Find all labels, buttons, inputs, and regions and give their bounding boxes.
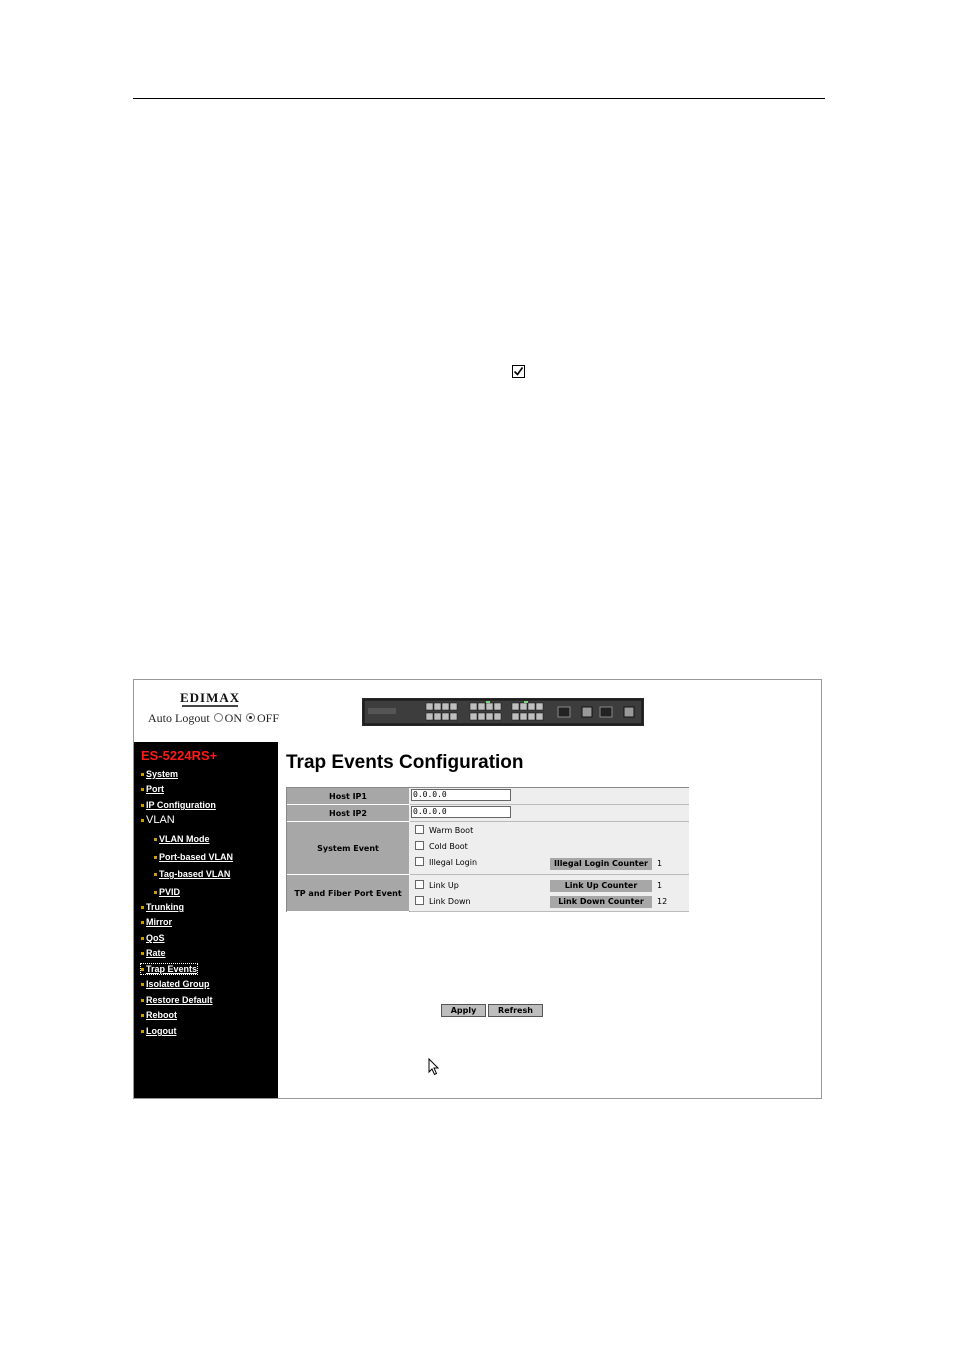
illegal-login-counter-value: 1 [657, 859, 663, 868]
port-event-label: TP and Fiber Port Event [287, 875, 409, 912]
sidebar-item-logout[interactable]: Logout [141, 1026, 177, 1036]
host-ip1-label: Host IP1 [287, 788, 409, 805]
main-content [278, 742, 822, 1099]
link-down-counter-label: Link Down Counter [550, 896, 652, 908]
host-ip2-label: Host IP2 [287, 805, 409, 822]
apply-button[interactable]: Apply [441, 1004, 486, 1017]
checkbox-checked-icon [512, 365, 525, 378]
link-up-checkbox[interactable]: Link Up [415, 880, 459, 890]
switch-front-panel-image [362, 698, 644, 726]
page-title: Trap Events Configuration [286, 752, 524, 773]
system-event-label: System Event [287, 822, 409, 875]
sidebar-item-isolated-group[interactable]: Isolated Group [141, 979, 210, 989]
sidebar-item-ip-configuration[interactable]: IP Configuration [141, 800, 216, 810]
sidebar-item-system[interactable]: System [141, 769, 178, 779]
cold-boot-checkbox[interactable]: Cold Boot [415, 841, 468, 851]
sidebar-item-vlan[interactable]: VLAN [141, 814, 175, 826]
sidebar-item-trunking[interactable]: Trunking [141, 902, 184, 912]
ui-screenshot [133, 679, 822, 1099]
link-up-counter-value: 1 [657, 881, 663, 890]
link-up-counter-label: Link Up Counter [550, 880, 652, 892]
page-header [134, 680, 822, 742]
sidebar-item-mirror[interactable]: Mirror [141, 917, 172, 927]
sidebar-item-port-based-vlan[interactable]: Port-based VLAN [154, 852, 233, 862]
refresh-button[interactable]: Refresh [488, 1004, 543, 1017]
sidebar-item-port[interactable]: Port [141, 784, 164, 794]
auto-logout-off-label: OFF [257, 711, 280, 725]
document-header-rule [133, 98, 825, 99]
sidebar-item-tag-based-vlan[interactable]: Tag-based VLAN [154, 869, 230, 879]
auto-logout-label: Auto Logout [148, 711, 210, 725]
product-name: ES-5224RS+ [141, 748, 218, 763]
illegal-login-checkbox[interactable]: Illegal Login [415, 857, 477, 867]
auto-logout-on-label: ON [224, 711, 243, 725]
sidebar-item-trap-events[interactable]: Trap Events [141, 964, 197, 974]
warm-boot-checkbox[interactable]: Warm Boot [415, 825, 473, 835]
sidebar-item-reboot[interactable]: Reboot [141, 1010, 177, 1020]
host-ip1-input[interactable]: 0.0.0.0 [411, 789, 511, 801]
sidebar-item-vlan-mode[interactable]: VLAN Mode [154, 834, 210, 844]
sidebar [134, 742, 278, 1099]
auto-logout-control [148, 711, 279, 726]
sidebar-item-qos[interactable]: QoS [141, 933, 165, 943]
auto-logout-on-radio[interactable] [214, 713, 223, 722]
link-down-checkbox[interactable]: Link Down [415, 896, 471, 906]
sidebar-item-rate[interactable]: Rate [141, 948, 166, 958]
mouse-cursor-icon [428, 1058, 440, 1076]
edimax-logo: EDIMAX [180, 690, 241, 705]
link-down-counter-value: 12 [657, 897, 668, 906]
host-ip2-input[interactable]: 0.0.0.0 [411, 806, 511, 818]
sidebar-item-restore-default[interactable]: Restore Default [141, 995, 213, 1005]
illegal-login-counter-label: Illegal Login Counter [550, 858, 652, 870]
sidebar-item-pvid[interactable]: PVID [154, 887, 180, 897]
trap-config-table [286, 787, 689, 912]
auto-logout-off-radio[interactable] [246, 713, 255, 722]
